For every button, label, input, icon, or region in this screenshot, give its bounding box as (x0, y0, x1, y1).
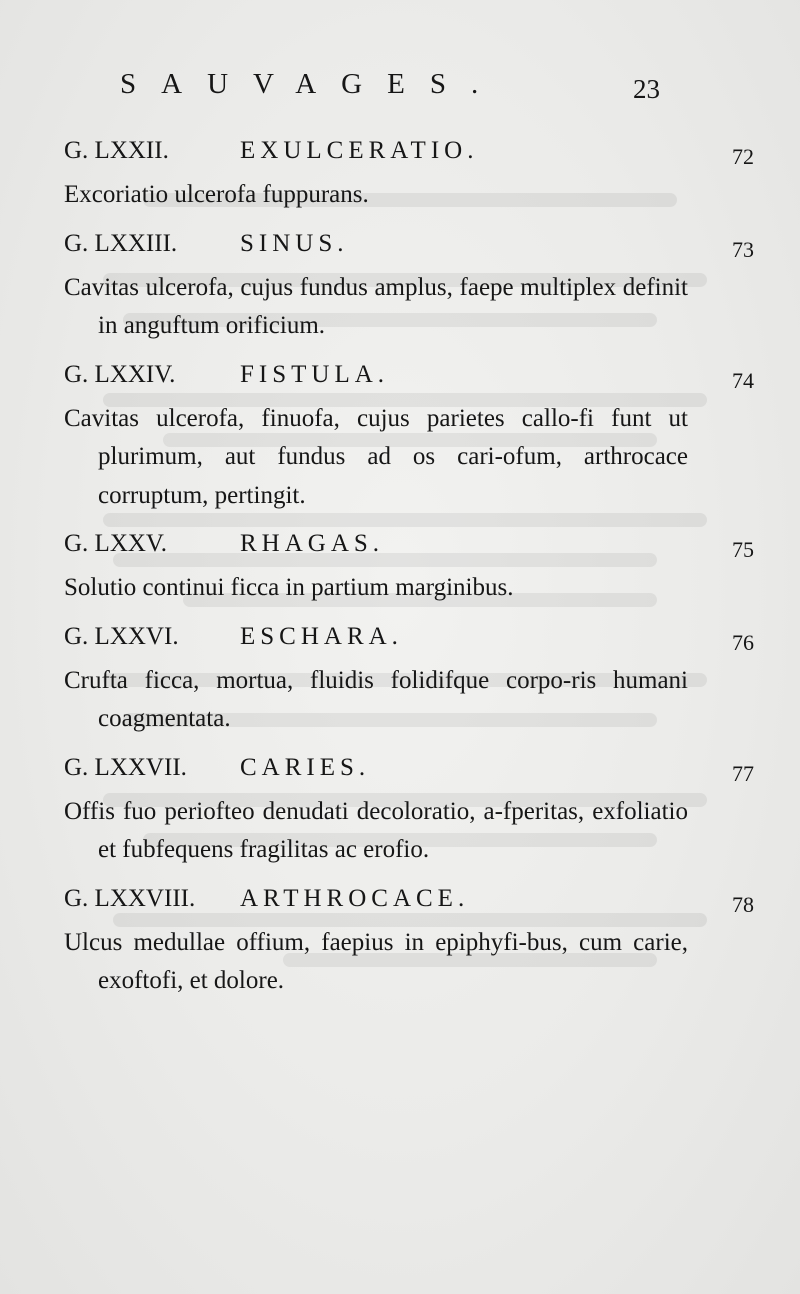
marginal-number: 78 (732, 891, 754, 917)
genus-number: G. LXXIII. (64, 229, 178, 257)
genus-number: G. LXXV. (64, 530, 168, 557)
genus-heading (64, 354, 754, 400)
genus-definition: Offis fuo periofteo denudati decoloratio, a-fperitas, exfoliatio et fubfequens fragilitas ac erofio. (64, 797, 688, 863)
genus-name: ARTHROCACE. (240, 884, 470, 912)
genus-number: G. LXXVIII. (64, 884, 196, 912)
genus-entry (64, 878, 754, 1001)
genus-name: EXULCERATIO. (240, 137, 479, 164)
marginal-number: 75 (732, 537, 754, 562)
genus-definition: Ulcus medullae offium, faepius in epiphyfi-bus, cum carie, exoftofi, et dolore. (64, 928, 688, 994)
marginal-number: 77 (732, 760, 754, 786)
genus-entry (64, 130, 754, 215)
marginal-number: 72 (732, 144, 754, 169)
genus-heading (64, 747, 754, 793)
genus-entry (64, 223, 754, 346)
page-number: 23 (633, 74, 660, 104)
genus-definition: Crufta ficca, mortua, fluidis folidifque corpo-ris humani coagmentata. (64, 666, 688, 732)
genus-definition: Solutio continui ficca in partium marginibus. (64, 574, 514, 601)
marginal-number: 73 (732, 236, 754, 262)
genus-number: G. LXXVI. (64, 622, 179, 650)
marginal-number: 74 (732, 367, 754, 393)
genus-name: ESCHARA. (240, 622, 403, 650)
genus-entry (64, 616, 754, 739)
genus-definition: Cavitas ulcerofa, cujus fundus amplus, faepe multiplex definit in anguftum orificium. (64, 273, 688, 339)
marginal-number: 76 (732, 629, 754, 655)
genus-entry (64, 354, 754, 516)
genus-definition: Excoriatio ulcerofa fuppurans. (64, 181, 369, 208)
genus-number: G. LXXIV. (64, 360, 176, 388)
running-header (120, 68, 660, 108)
genus-heading (64, 223, 754, 269)
genus-name: SINUS. (240, 229, 349, 257)
genus-entry (64, 523, 754, 608)
genus-number: G. LXXVII. (64, 753, 187, 781)
running-title: SAUVAGES. (120, 68, 504, 100)
genus-name: FISTULA. (240, 360, 390, 388)
genus-definition: Cavitas ulcerofa, finuofa, cujus parietes callo-fi funt ut plurimum, aut fundus ad os cari-ofum, arthrocace corruptum, pertingit. (64, 404, 688, 509)
genus-heading (64, 130, 754, 176)
genus-heading (64, 523, 754, 569)
genus-list (64, 130, 754, 1009)
genus-name: RHAGAS. (240, 530, 385, 557)
genus-entry (64, 747, 754, 870)
genus-heading (64, 878, 754, 924)
genus-number: G. LXXII. (64, 137, 169, 164)
genus-name: CARIES. (240, 753, 371, 781)
genus-heading (64, 616, 754, 662)
